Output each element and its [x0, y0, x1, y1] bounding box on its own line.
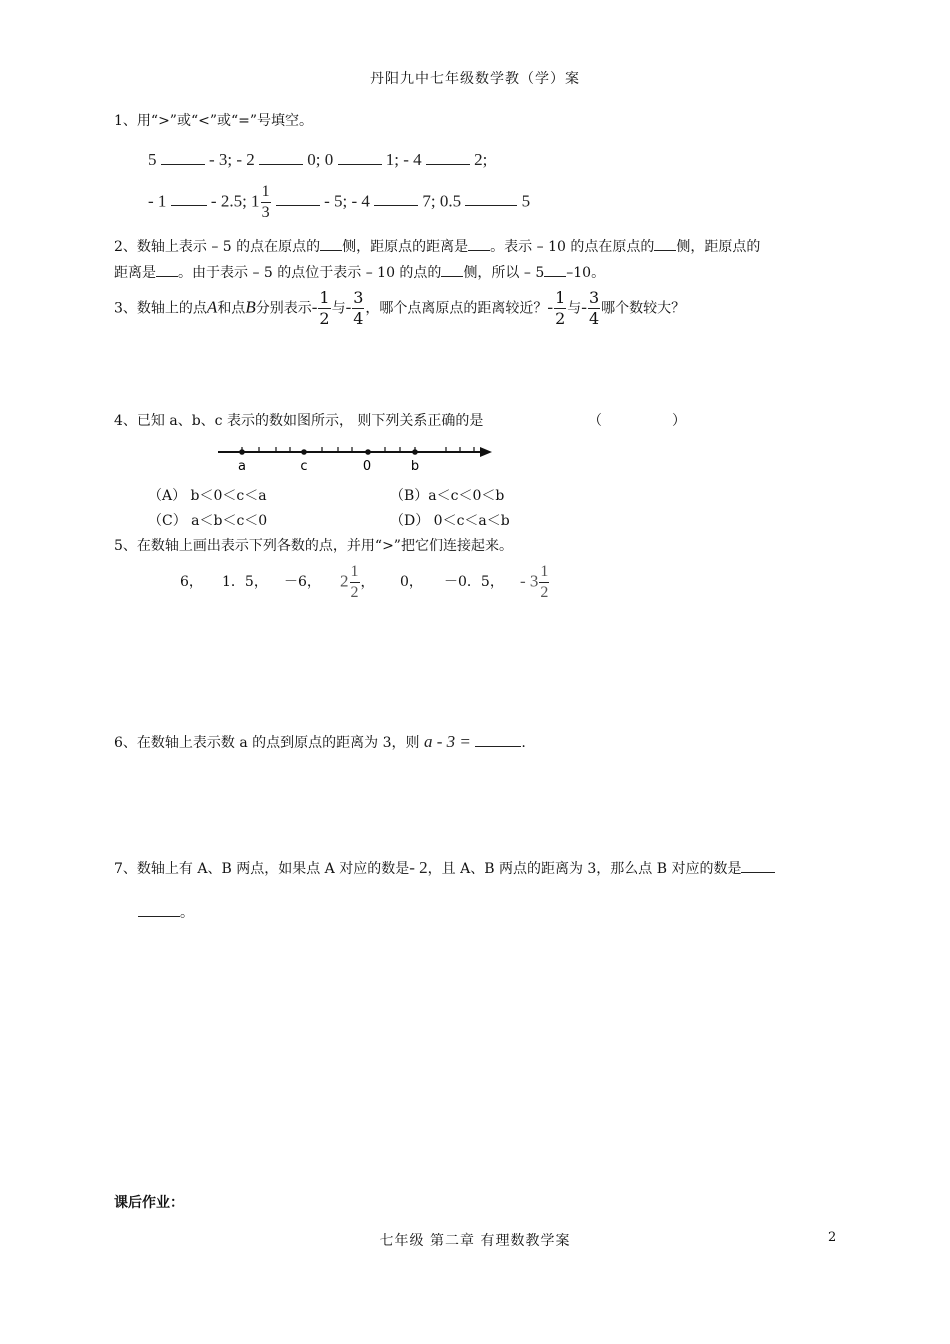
q1-row2-a: - 1: [148, 191, 167, 211]
blank: [654, 236, 676, 251]
blank: [171, 188, 207, 206]
blank: [475, 732, 521, 747]
q5-n7: - 3 $\frac{1}{2}$: [520, 563, 549, 601]
label-b: b: [410, 459, 420, 474]
fraction: $\frac{1}{2}$: [350, 563, 359, 601]
label-c: c: [300, 459, 308, 474]
q7-line1: 7、数轴上有 A、B 两点，如果点 A 对应的数是- 2，且 A、B 两点的距离为 3，那么点 B 对应的数是: [114, 858, 775, 878]
blank: [468, 236, 490, 251]
blank: [741, 858, 775, 873]
point-a-label: A: [206, 297, 218, 317]
q7-value: - 2: [409, 858, 428, 877]
q4-text: 4、已知 a、b、c 表示的数如图所示， 则下列关系正确的是: [114, 413, 484, 429]
blank: [426, 147, 470, 165]
q3-text: 3、数轴上的点A和点B分别表示- $\frac{1}{2}$ 与- $\frac{3}{4}$ ，哪个点离原点的距离较近？- $\frac{1}{2}$ 与- $\frac{3}{4}$ 哪个数较大？: [114, 288, 686, 328]
q1-row1-item: 5: [148, 150, 157, 169]
blank: [374, 188, 418, 206]
fraction: $\frac{3}{4}$: [588, 288, 600, 328]
point-b: [412, 449, 418, 455]
point-b-label: B: [245, 297, 256, 317]
page-footer: 七年级 第二章 有理数教学案: [379, 1233, 571, 1249]
q5-text: 5、在数轴上画出表示下列各数的点，并用“>”把它们连接起来。: [114, 538, 513, 554]
q1-row2-d: 7; 0.5: [422, 191, 462, 211]
q5-n4: 2 $\frac{1}{2}$ ，: [340, 563, 375, 601]
q1-row1: [148, 147, 487, 170]
fraction: $\frac{1}{2}$: [540, 563, 549, 601]
q4-option-b: （B）a＜c＜0＜b: [390, 488, 505, 504]
point-a: [239, 449, 245, 455]
blank: [156, 262, 178, 277]
q1-row1-item: 2;: [474, 150, 488, 169]
point-c: [301, 449, 307, 455]
q1-row1-item: - 3; - 2: [209, 150, 255, 169]
fraction: $\frac{1}{2}$: [319, 288, 330, 328]
q1-row2: [148, 184, 530, 221]
q5-n3: －6，: [284, 574, 321, 590]
q1-row2-e: 5: [521, 191, 531, 211]
q1-row2-c: - 5; - 4: [324, 191, 370, 211]
q5-n6: －0．5，: [444, 574, 504, 590]
point-zero: [365, 449, 371, 455]
q1-row1-item: 1; - 4: [385, 150, 422, 169]
fraction: $\frac{3}{4}$: [353, 288, 364, 328]
q5-n5: 0，: [400, 574, 423, 590]
q5-n1: 6，: [180, 574, 203, 590]
q6-expression: a - 3 =: [423, 732, 471, 751]
fraction: $\frac{1}{2}$: [555, 288, 566, 328]
page-header: 丹阳九中七年级数学教（学）案: [370, 71, 580, 87]
q2-line2: 距离是 。由于表示 – 5 的点位于表示 – 10 的点的 侧，所以 – 5 –10。: [114, 262, 605, 282]
page-number: 2: [828, 1230, 837, 1245]
q1-row2-b: - 2.5; 1: [210, 191, 260, 211]
q1-row1-item: 0; 0: [307, 150, 334, 169]
q4-option-c: （C） a＜b＜c＜0: [148, 513, 268, 529]
q4-answer-paren: （ ）: [588, 413, 686, 429]
label-a: a: [238, 459, 246, 474]
blank: [320, 236, 342, 251]
q4-option-d: （D） 0＜c＜a＜b: [390, 513, 510, 529]
blank: [276, 188, 320, 206]
number-line-arrow: [480, 447, 492, 457]
blank: [161, 147, 205, 165]
q4-option-a: （A） b＜0＜c＜a: [148, 488, 267, 504]
q1-title: 1、用“>”或“<”或“=”号填空。: [114, 113, 314, 129]
number-line-diagram: [214, 440, 504, 476]
q5-n2: 1．5，: [222, 574, 268, 590]
blank: [465, 188, 517, 206]
q7-line2: 。: [138, 902, 194, 922]
homework-heading: 课后作业：: [114, 1195, 184, 1211]
blank: [544, 262, 566, 277]
blank: [138, 902, 180, 917]
blank: [441, 262, 463, 277]
q2-line1: 2、数轴上表示 – 5 的点在原点的 侧，距原点的距离是 。表示 – 10 的点在原点的 侧，距原点的: [114, 236, 760, 256]
blank: [338, 147, 382, 165]
q6-text: 6、在数轴上表示数 a 的点到原点的距离为 3，则 a - 3 = .: [114, 732, 526, 751]
blank: [259, 147, 303, 165]
fraction: $\frac{1}{3}$: [261, 183, 270, 221]
label-zero: 0: [362, 459, 372, 474]
